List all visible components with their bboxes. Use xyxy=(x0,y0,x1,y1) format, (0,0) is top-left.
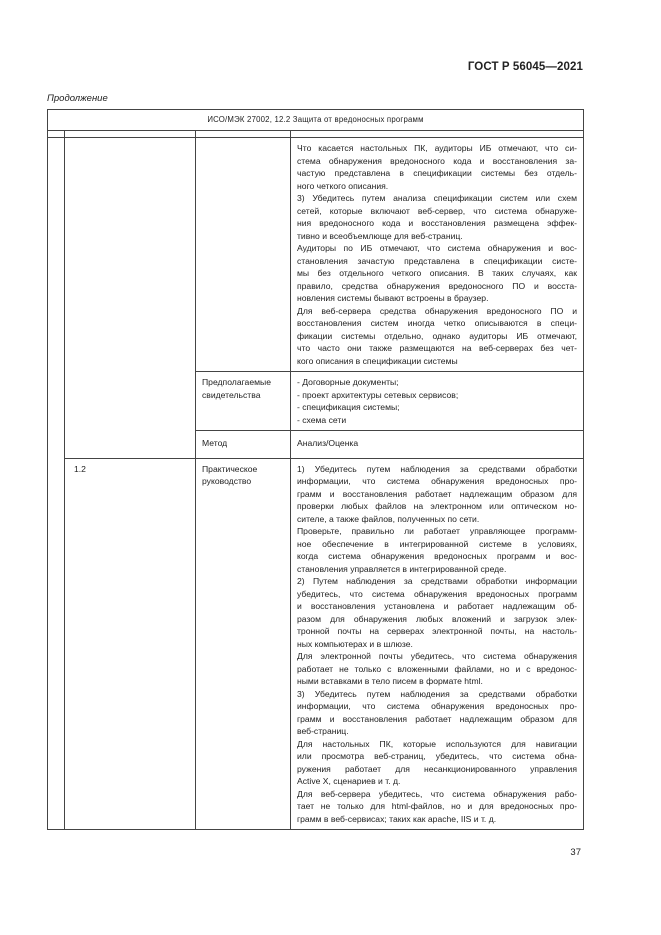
text-line: грамм и восстановления работает надлежащим образом для xyxy=(297,713,577,724)
text-line: правило, средства обнаружения вредоносного ПО и восста- xyxy=(297,280,577,291)
text-line: становления зачастую представлена в спецификации систе- xyxy=(297,255,577,266)
text-line: Для настольных ПК, которые используются для навигации xyxy=(297,738,577,749)
text-line: Active X, сценариев и т. д. xyxy=(297,776,401,786)
text-line: веб-страниц. xyxy=(297,726,349,736)
method-value-cell: Анализ/Оценка xyxy=(291,431,584,459)
text-line: 3) Убедитесь путем наблюдения за средствами обработки xyxy=(297,688,577,699)
text-line: ное обеспечение в интегрированной системе в условиях, xyxy=(297,538,577,549)
text-line: Проверьте, правильно ли работает управляющее программ- xyxy=(297,526,577,536)
text-line: тронной почты на серверах электронной почты, на настоль- xyxy=(297,626,577,636)
text-line: когда система обнаружения вредоносных программ и вос- xyxy=(297,551,577,561)
text-line: ния вредоносного кода и восстановления размещена эффек- xyxy=(297,218,577,228)
text-line: 3) Убедитесь путем анализа спецификации систем или схем xyxy=(297,193,577,203)
text-line: 1) Убедитесь путем наблюдения за средствами обработки xyxy=(297,463,577,474)
text-line: грамм и восстановления работает надлежащим образом для xyxy=(297,488,577,499)
text-line: ружения работает для несанкционированного управления xyxy=(297,763,577,774)
evidence-item: - спецификация системы; xyxy=(297,402,400,412)
text-line: разом для обнаружения любых вложений и загрузок элек- xyxy=(297,613,577,624)
text-line: Что касается настольных ПК, аудиторы ИБ отмечают, что си- xyxy=(297,143,577,153)
evidence-label xyxy=(202,376,284,401)
text-line: Для веб-сервера средства обнаружения вредоносного ПО и xyxy=(297,305,577,316)
label-line: Практическое xyxy=(202,463,258,474)
practical-guidance-label-cell xyxy=(196,458,291,830)
text-line: проверки любых файлов на электронном или оптическом но- xyxy=(297,501,577,511)
practical-guidance-text-cell xyxy=(291,458,584,830)
text-line: или просмотра веб-страниц, убедитесь, что система обна- xyxy=(297,751,577,761)
evidence-list xyxy=(297,376,577,426)
evidence-label-cell xyxy=(196,372,291,431)
audit-table xyxy=(47,109,584,830)
label-line: руководство xyxy=(202,476,252,486)
table-row xyxy=(48,138,584,372)
evidence-item: - Договорные документы; xyxy=(297,377,399,387)
evidence-item: - проект архитектуры сетевых сервисов; xyxy=(297,389,459,400)
text-line: ных компьютерах и в шлюзе. xyxy=(297,638,413,649)
guidance-text-continued xyxy=(297,142,577,367)
text-line: убедитесь, что система обнаружения вредоносных программ xyxy=(297,588,577,599)
practical-guidance-label xyxy=(202,463,284,488)
text-line: ного четкого описания. xyxy=(297,180,389,191)
continuation-label: Продолжение xyxy=(47,93,108,104)
table-header-cell: ИСО/МЭК 27002, 12.2 Защита от вредоносных программ xyxy=(48,110,584,131)
practical-guidance-text xyxy=(297,463,577,826)
label-line: свидетельства xyxy=(202,389,261,400)
text-line: фикации системы отдельно, однако аудиторы ИБ отмечают, xyxy=(297,330,577,341)
evidence-item: - схема сети xyxy=(297,414,347,425)
empty-left-cell xyxy=(48,138,65,830)
table-row xyxy=(48,458,584,830)
table-spacer-row xyxy=(48,131,584,138)
standard-designation: ГОСТ Р 56045—2021 xyxy=(467,61,583,73)
text-line: и восстановления установлена и работает надлежащим об- xyxy=(297,601,577,611)
text-line: что часто они также размещаются на веб-серверах без чет- xyxy=(297,343,577,353)
text-line: Для электронной почты убедитесь, что система обнаружения xyxy=(297,651,577,661)
guidance-text-cell xyxy=(291,138,584,372)
item-number-cell xyxy=(65,138,196,459)
text-line: информации, что система обнаружения вредоносных про- xyxy=(297,701,577,711)
method-label-cell: Метод xyxy=(196,431,291,459)
text-line: грамм в веб-сервисах; таких как apache, IIS и т. д. xyxy=(297,813,497,824)
empty-label-cell xyxy=(196,138,291,372)
label-line: Предполагаемые xyxy=(202,377,271,387)
item-number-cell: 1.2 xyxy=(65,458,196,830)
text-line: сителе, а также файлов, полученных по сети. xyxy=(297,513,480,524)
text-line: стема обнаружения вредоносного кода и восстановления за- xyxy=(297,155,577,166)
text-line: кого описания в спецификации системы xyxy=(297,355,458,366)
text-line: информации, что система обнаружения вредоносных про- xyxy=(297,476,577,486)
text-line: Для веб-сервера убедитесь, что система обнаружения рабо- xyxy=(297,788,577,799)
text-line: мы без отдельного четкого описания. В таких случаях, как xyxy=(297,268,577,278)
text-line: восстановления систем иногда четко описываются в специ- xyxy=(297,318,577,328)
text-line: тает не только для html-файлов, но и для вредоносных про- xyxy=(297,801,577,811)
text-line: сетей, которые включают веб-сервер, что система обнаруже- xyxy=(297,205,577,216)
text-line: частую представлена в спецификации системы без отдель- xyxy=(297,168,577,178)
evidence-items-cell xyxy=(291,372,584,431)
text-line: становления управляется в интегрированной среде. xyxy=(297,563,507,574)
text-line: работает не только с вложенными файлами, но и с вредонос- xyxy=(297,663,577,674)
text-line: новления системы бывают встроены в браузер. xyxy=(297,293,489,303)
text-line: 2) Путем наблюдения за средствами обработки информации xyxy=(297,576,577,586)
table-header-row xyxy=(48,110,584,131)
text-line: ными вставками в тело писем в формате html. xyxy=(297,676,483,686)
text-line: Аудиторы по ИБ отмечают, что система обнаружения и вос- xyxy=(297,243,577,253)
page-number: 37 xyxy=(570,847,581,858)
text-line: тивно и всеобъемлюще для веб-страниц. xyxy=(297,230,463,241)
